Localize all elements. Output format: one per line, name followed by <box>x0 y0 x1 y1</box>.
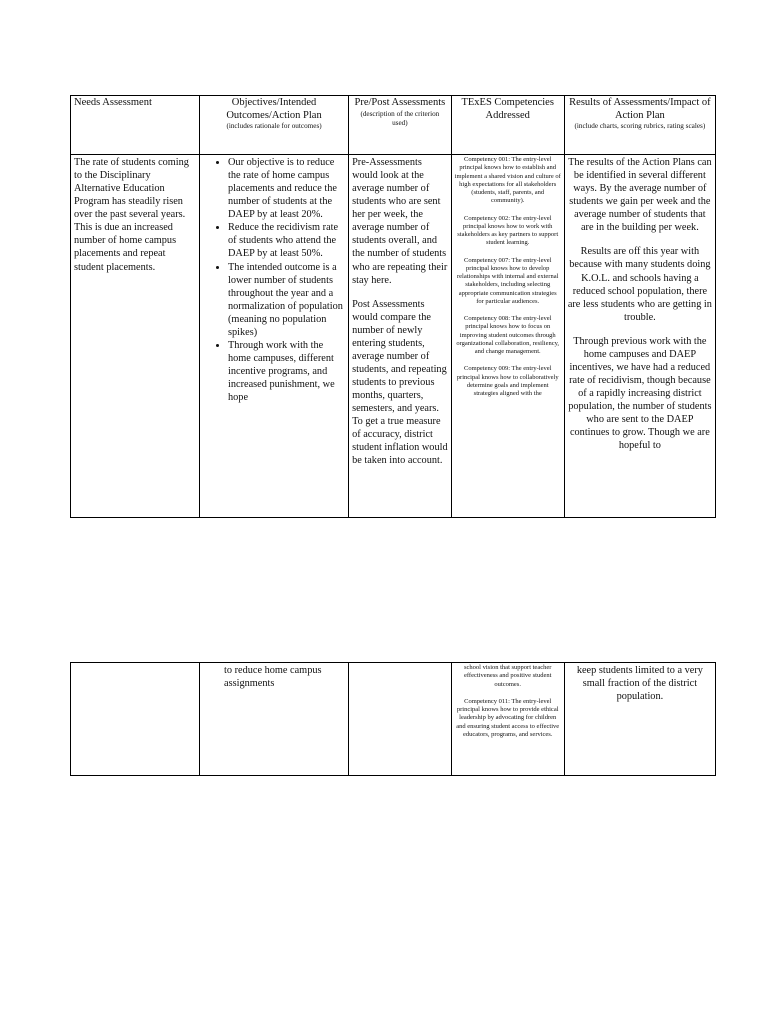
competency-item: Competency 001: The entry-level principal knows how to establish and implement a shared vision and culture of high expectations for all stakeholders (students, staff, parents, and community). <box>454 156 561 205</box>
assessments-cell <box>349 663 452 776</box>
header-title: TExES Competencies Addressed <box>461 97 554 121</box>
objective-item: • Reduce the recidivism rate of students who attend the DAEP by at least 50%. <box>228 221 345 260</box>
objectives-cell <box>200 155 349 518</box>
post-assessment-text: Post Assessments would compare the number of newly entering students, average number of students, and repeating students to previous months, quarters, semesters, and years. To get a true measure of accuracy, district student inflation would be taken into account. <box>352 298 448 467</box>
assessments-cell <box>349 155 452 518</box>
results-paragraph: Results are off this year with because with many students doing K.O.L. and schools having a reduced school population, there are less students who are getting in trouble. <box>567 246 712 323</box>
results-cell <box>564 663 715 776</box>
header-subtitle: (includes rationale for outcomes) <box>226 122 322 131</box>
header-row <box>71 96 716 155</box>
header-objectives <box>200 96 349 155</box>
objective-item: • Through work with the home campuses, different incentive programs, and increased punishment, we hope <box>228 339 345 404</box>
competency-item: Competency 011: The entry-level principal knows how to provide ethical leadership by advocating for children and ensuring student access to effective educators, programs, and services. <box>456 697 560 738</box>
competency-item: school vision that support teacher effectiveness and positive student outcomes. <box>463 664 552 688</box>
competency-item: Competency 009: The entry-level principal knows how to collaboratively determine goals and implement strategies aligned with the <box>456 365 559 397</box>
header-title: Needs Assessment <box>74 97 152 108</box>
content-row <box>71 155 716 518</box>
results-cell <box>564 155 715 518</box>
objectives-list <box>203 156 345 404</box>
header-title: Objectives/Intended Outcomes/Action Plan <box>226 97 322 121</box>
header-needs-assessment <box>71 96 200 155</box>
header-subtitle: (include charts, scoring rubrics, rating scales) <box>574 122 706 131</box>
competencies-cell <box>451 663 564 776</box>
needs-assessment-cell <box>71 155 200 518</box>
action-plan-table-continued <box>70 662 716 776</box>
header-title: Results of Assessments/Impact of Action Plan <box>569 97 711 121</box>
action-plan-table <box>70 95 716 518</box>
results-continuation-text: keep students limited to a very small fraction of the district population. <box>576 665 703 703</box>
header-assessments <box>349 96 452 155</box>
objectives-cell <box>200 663 349 776</box>
objective-item: • The intended outcome is a lower number of students throughout the year and a normalization of population (meaning no population spikes) <box>228 261 345 339</box>
competency-item: Competency 008: The entry-level principal knows how to focus on improving student outcomes through organizational collaboration, resiliency, and change management. <box>456 315 560 355</box>
results-paragraph: The results of the Action Plans can be identified in several different ways. By the average number of students we gain per week and the average number of students that are in the building per week. <box>568 157 712 234</box>
header-subtitle: (description of the criterion used) <box>360 109 440 127</box>
objective-continuation-text: to reduce home campus assignments <box>224 665 322 690</box>
header-competencies <box>451 96 564 155</box>
competency-item: Competency 007: The entry-level principal knows how to develop relationships with internal and external stakeholders, including selecting appropriate communication strategies for particular audiences. <box>456 256 559 305</box>
competency-item: Competency 002: The entry-level principal knows how to work with stakeholders as key partners to support student learning. <box>457 214 559 247</box>
needs-assessment-cell <box>71 663 200 776</box>
needs-assessment-text: The rate of students coming to the Disciplinary Alternative Education Program has steadily risen over the past several years. This is due an increased number of home campus placements and repeat student placements. <box>74 157 189 273</box>
competencies-cell <box>451 155 564 518</box>
objective-item: • Our objective is to reduce the rate of home campus placements and reduce the number of students at the DAEP by at least 20%. <box>228 156 345 221</box>
header-results <box>564 96 715 155</box>
continuation-row <box>71 663 716 776</box>
results-paragraph: Through previous work with the home campuses and DAEP incentives, we have had a reduced rate of recidivism, though because of a rapidly increasing district population, the number of students who are sent to the DAEP continues to grow. Though we are hopeful to <box>568 335 712 452</box>
header-title: Pre/Post Assessments <box>354 97 446 108</box>
pre-assessment-text: Pre-Assessments would look at the average number of students who are sent her per week, the average number of students overall, and the number of students who are repeating their stay here. <box>352 157 448 286</box>
